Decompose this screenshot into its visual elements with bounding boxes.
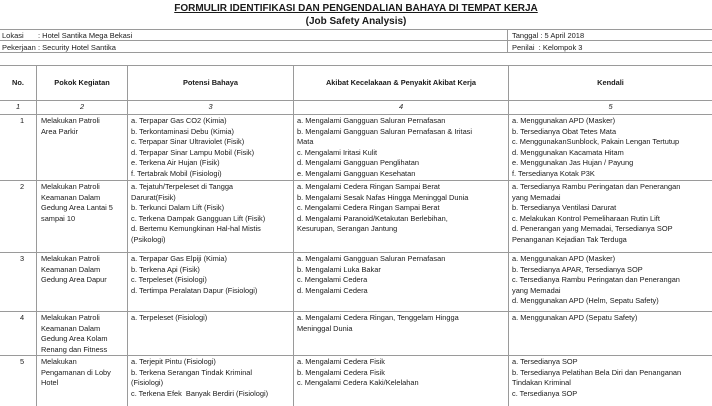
cell-kendali: e. Menggunakan Jas Hujan / Payung bbox=[512, 158, 634, 168]
cell-kendali: f. Tersedianya Kotak P3K bbox=[512, 169, 595, 178]
col-header-potensi: Potensi Bahaya bbox=[182, 78, 239, 87]
cell-potensi: a. Terpapar Gas CO2 (Kimia) bbox=[131, 116, 227, 125]
grid-line bbox=[0, 52, 712, 53]
pekerjaan-value: : Security Hotel Santika bbox=[38, 43, 116, 52]
pekerjaan-label: Pekerjaan bbox=[2, 43, 36, 52]
penilai-value: Penilai : Kelompok 3 bbox=[512, 43, 583, 52]
cell-kendali: d. Menggunakan APD (Helm, Sepatu Safety) bbox=[512, 296, 659, 306]
tanggal-value: Tanggal : 5 April 2018 bbox=[512, 31, 585, 40]
cell-potensi: d. Tertimpa Peralatan Dapur (Fisiologi) bbox=[131, 285, 258, 295]
cell-no: 1 bbox=[20, 116, 25, 125]
cell-kendali: b. Tersedianya Pelatihan Bela Diri dan Penanganan bbox=[512, 367, 682, 377]
grid-line bbox=[293, 65, 294, 406]
cell-no: 2 bbox=[20, 182, 25, 191]
col-number: 3 bbox=[208, 102, 213, 111]
cell-kegiatan: Melakukan Patroli bbox=[41, 116, 100, 125]
cell-potensi: (Fisiologi) bbox=[131, 378, 164, 388]
grid-line bbox=[0, 114, 712, 115]
cell-kendali: a. Tersedianya Rambu Peringatan dan Penerangan bbox=[512, 182, 681, 191]
cell-potensi: f. Tertabrak Mobil (Fisiologi) bbox=[131, 169, 222, 178]
cell-kendali: Penanganan Kejadian Tak Terduga bbox=[512, 235, 627, 244]
cell-kendali: b. Tersedianya Ventilasi Darurat bbox=[512, 203, 617, 213]
cell-no: 4 bbox=[20, 313, 25, 322]
col-header-kegiatan: Pokok Kegiatan bbox=[54, 78, 110, 87]
cell-kendali: c. Melakukan Kontrol Pemeliharaan Rutin Lift bbox=[512, 213, 660, 223]
cell-akibat: Meninggal Dunia bbox=[297, 323, 353, 333]
cell-kendali: c. Tersedianya Rambu Peringatan dan Penerangan bbox=[512, 275, 680, 285]
cell-kendali: d. Menggunakan Kacamata Hitam bbox=[512, 147, 624, 157]
cell-kendali: a. Tersedianya SOP bbox=[512, 357, 578, 366]
cell-no: 3 bbox=[20, 254, 25, 263]
cell-potensi: Darurat(Fisik) bbox=[131, 192, 176, 202]
cell-kegiatan: Keamanan Dalam bbox=[41, 323, 101, 333]
col-header-akibat: Akibat Kecelakaan & Penyakit Akibat Kerja bbox=[325, 78, 477, 87]
cell-akibat: d. Mengalami Paranoid/Ketakutan Berlebihan, bbox=[297, 213, 448, 223]
cell-kegiatan: Keamanan Dalam bbox=[41, 192, 101, 202]
cell-akibat: a. Mengalami Gangguan Saluran Pernafasan bbox=[297, 254, 446, 263]
grid-line bbox=[0, 65, 712, 66]
cell-kegiatan: sampai 10 bbox=[41, 213, 76, 223]
cell-potensi: b. Terkena Api (Fisik) bbox=[131, 264, 200, 274]
cell-akibat: c. Mengalami Cedera Kaki/Kelelahan bbox=[297, 378, 419, 388]
cell-kendali: b. Tersedianya APAR, Tersedianya SOP bbox=[512, 264, 643, 274]
cell-kendali: a. Menggunakan APD (Sepatu Safety) bbox=[512, 313, 638, 322]
cell-potensi: c. Terpeleset (Fisiologi) bbox=[131, 275, 207, 285]
cell-potensi: a. Terpeleset (Fisiologi) bbox=[131, 313, 208, 322]
cell-kendali: a. Menggunakan APD (Masker) bbox=[512, 254, 616, 263]
cell-potensi: a. Tejatuh/Terpeleset di Tangga bbox=[131, 182, 234, 191]
grid-line bbox=[508, 65, 509, 406]
grid-line bbox=[0, 29, 712, 30]
grid-line bbox=[36, 65, 37, 406]
cell-kegiatan: Pengamanan di Loby bbox=[41, 367, 111, 377]
cell-kegiatan: Hotel bbox=[41, 378, 59, 388]
grid-line bbox=[507, 29, 508, 52]
grid-line bbox=[127, 65, 128, 406]
col-number: 1 bbox=[15, 102, 21, 111]
cell-akibat: Kesurupan, Serangan Jantung bbox=[297, 224, 398, 234]
cell-akibat: a. Mengalami Cedera Ringan, Tenggelam Hingga bbox=[297, 313, 459, 322]
cell-kendali: c. MenggunakanSunblock, Pakain Lengan Tertutup bbox=[512, 137, 680, 147]
cell-akibat: b. Mengalami Gangguan Saluran Pernafasan & Iritasi bbox=[297, 126, 473, 136]
cell-kegiatan: Gedung Area Lantai 5 bbox=[41, 203, 113, 213]
cell-akibat: c. Mengalami Iritasi Kulit bbox=[297, 147, 378, 157]
cell-kegiatan: Melakukan Patroli bbox=[41, 313, 100, 322]
grid-line bbox=[0, 252, 712, 253]
cell-kendali: a. Menggunakan APD (Masker) bbox=[512, 116, 616, 125]
cell-kegiatan: Melakukan Patroli bbox=[41, 182, 100, 191]
cell-kegiatan: Area Parkir bbox=[41, 126, 78, 136]
cell-kendali: yang Memadai bbox=[512, 285, 561, 295]
cell-akibat: c. Mengalami Cedera bbox=[297, 275, 368, 285]
cell-kegiatan: Renang dan Fitness bbox=[41, 344, 108, 354]
cell-akibat: d. Mengalami Gangguan Penglihatan bbox=[297, 158, 420, 168]
cell-kendali: yang Memadai bbox=[512, 192, 561, 202]
cell-no: 5 bbox=[20, 357, 25, 366]
col-header-no: No. bbox=[12, 78, 24, 87]
cell-potensi: a. Terpapar Gas Elpiji (Kimia) bbox=[131, 254, 227, 263]
cell-potensi: c. Terkena Dampak Gangguan Lift (Fisik) bbox=[131, 213, 266, 223]
cell-potensi: b. Terkunci Dalam Lift (Fisik) bbox=[131, 203, 225, 213]
cell-potensi: b. Terkena Serangan Tindak Kriminal bbox=[131, 367, 253, 377]
cell-kegiatan: Keamanan Dalam bbox=[41, 264, 101, 274]
cell-potensi: c. Terpapar Sinar Ultraviolet (Fisik) bbox=[131, 137, 245, 147]
cell-akibat: a. Mengalami Cedera Fisik bbox=[297, 357, 385, 366]
cell-akibat: a. Mengalami Cedera Ringan Sampai Berat bbox=[297, 182, 440, 191]
cell-potensi: d. Terpapar Sinar Lampu Mobil (Fisik) bbox=[131, 147, 255, 157]
cell-akibat: c. Mengalami Cedera Ringan Sampai Berat bbox=[297, 203, 440, 213]
grid-line bbox=[0, 311, 712, 312]
cell-potensi: a. Terjepit Pintu (Fisiologi) bbox=[131, 357, 216, 366]
cell-kegiatan: Melakukan bbox=[41, 357, 77, 366]
form-subtitle: (Job Safety Analysis) bbox=[305, 16, 407, 27]
cell-akibat: b. Mengalami Sesak Nafas Hingga Meninggal Dunia bbox=[297, 192, 469, 202]
lokasi-value: : Hotel Santika Mega Bekasi bbox=[38, 31, 133, 40]
cell-akibat: Mata bbox=[297, 137, 314, 147]
col-number: 5 bbox=[608, 102, 613, 111]
cell-akibat: a. Mengalami Gangguan Saluran Pernafasan bbox=[297, 116, 446, 125]
cell-akibat: d. Mengalami Cedera bbox=[297, 285, 368, 295]
cell-potensi: (Psikologi) bbox=[131, 235, 166, 244]
cell-kegiatan: Gedung Area Dapur bbox=[41, 275, 107, 285]
cell-potensi: e. Terkena Air Hujan (Fisik) bbox=[131, 158, 220, 168]
cell-akibat: b. Mengalami Cedera Fisik bbox=[297, 367, 385, 377]
grid-line bbox=[0, 100, 712, 101]
cell-potensi: b. Terkontaminasi Debu (Kimia) bbox=[131, 126, 234, 136]
cell-kendali: c. Tersedianya SOP bbox=[512, 388, 578, 398]
cell-kegiatan: Gedung Area Kolam bbox=[41, 334, 108, 344]
form-title: FORMULIR IDENTIFIKASI DAN PENGENDALIAN BAHAYA DI TEMPAT KERJA bbox=[174, 3, 538, 14]
grid-line bbox=[0, 40, 712, 41]
cell-kendali: Tindakan Kriminal bbox=[512, 378, 571, 388]
cell-akibat: e. Mengalami Gangguan Kesehatan bbox=[297, 169, 416, 178]
cell-kendali: d. Penerangan yang Memadai, Tersedianya SOP bbox=[512, 224, 673, 234]
col-number: 2 bbox=[79, 102, 85, 111]
cell-kegiatan: Melakukan Patroli bbox=[41, 254, 100, 263]
cell-potensi: d. Bertemu Kemungkinan Hal-hal Mistis bbox=[131, 224, 261, 234]
grid-line bbox=[0, 180, 712, 181]
col-number: 4 bbox=[398, 102, 404, 111]
cell-potensi: c. Terkena Efek Banyak Berdiri (Fisiologi) bbox=[131, 388, 269, 398]
cell-kendali: b. Tersedianya Obat Tetes Mata bbox=[512, 126, 617, 136]
col-header-kendali: Kendali bbox=[597, 78, 624, 87]
cell-akibat: b. Mengalami Luka Bakar bbox=[297, 264, 381, 274]
lokasi-label: Lokasi bbox=[2, 31, 24, 40]
